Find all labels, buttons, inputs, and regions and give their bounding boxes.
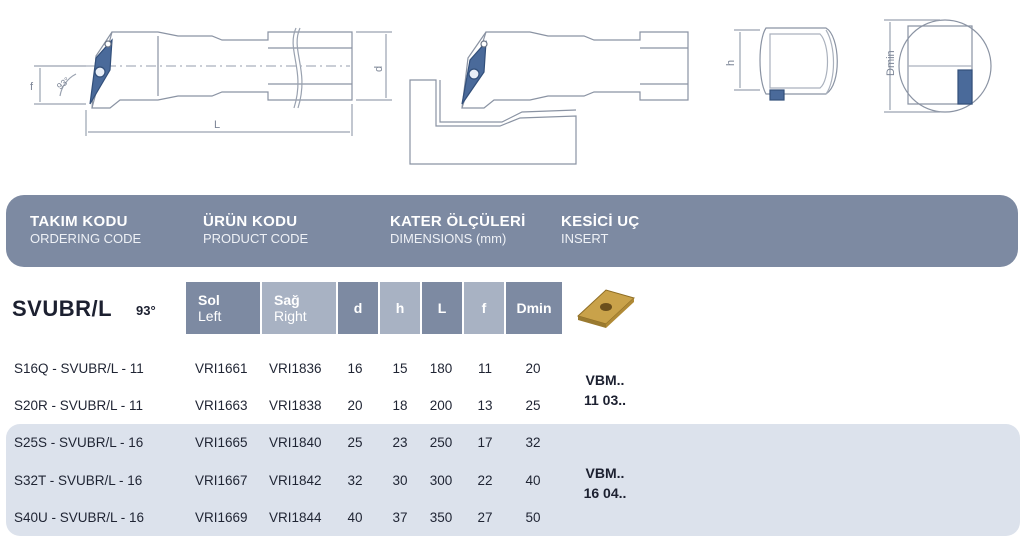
series-angle: 93° <box>136 303 156 318</box>
col-header-right: Sağ Right <box>262 282 336 334</box>
table-row: S40U - SVUBR/L - 16 VRI1669 VRI1844 40 37 350 27 50 <box>14 510 541 525</box>
insert-code-16: VBM.. 16 04.. <box>583 465 627 501</box>
col-header-dmin: Dmin <box>506 282 562 334</box>
table-row: S32T - SVUBR/L - 16 VRI1667 VRI1842 32 30 300 22 40 <box>14 473 541 488</box>
dim-angle-label: 93° <box>54 75 72 92</box>
technical-drawings <box>0 0 1024 185</box>
boring-bar-drawing <box>34 28 392 136</box>
dim-d-label: d <box>373 65 385 72</box>
workpiece-drawing <box>410 32 688 164</box>
dim-dmin-label: Dmin <box>885 50 897 76</box>
banner-dimensions: KATER ÖLÇÜLERİ DIMENSIONS (mm) <box>390 213 526 246</box>
table-row: S25S - SVUBR/L - 16 VRI1665 VRI1840 25 23 250 17 32 <box>14 435 541 450</box>
banner-insert: KESİCİ UÇ INSERT <box>561 213 640 246</box>
table-row: S16Q - SVUBR/L - 11 VRI1661 VRI1836 16 15 180 11 20 <box>14 361 541 376</box>
insert-code-11: VBM.. 11 03.. <box>583 372 627 408</box>
col-header-f: f <box>464 282 504 334</box>
col-header-h: h <box>380 282 420 334</box>
table-row: S20R - SVUBR/L - 11 VRI1663 VRI1838 20 18 200 13 25 <box>14 398 541 413</box>
banner-ordering-code: TAKIM KODU ORDERING CODE <box>30 213 142 246</box>
dim-L-label: L <box>214 119 221 131</box>
banner-product-code: ÜRÜN KODU PRODUCT CODE <box>203 213 309 246</box>
dim-f-label: f <box>30 81 34 93</box>
col-header-d: d <box>338 282 378 334</box>
end-view-h-drawing <box>734 28 837 94</box>
dim-h-label: h <box>725 59 737 66</box>
col-header-left: Sol Left <box>186 282 260 334</box>
header-banner <box>6 195 1018 267</box>
series-title: SVUBR/L <box>12 296 113 321</box>
vbm-insert-icon <box>572 284 640 330</box>
end-view-dmin-drawing <box>884 20 991 112</box>
col-header-L: L <box>422 282 462 334</box>
